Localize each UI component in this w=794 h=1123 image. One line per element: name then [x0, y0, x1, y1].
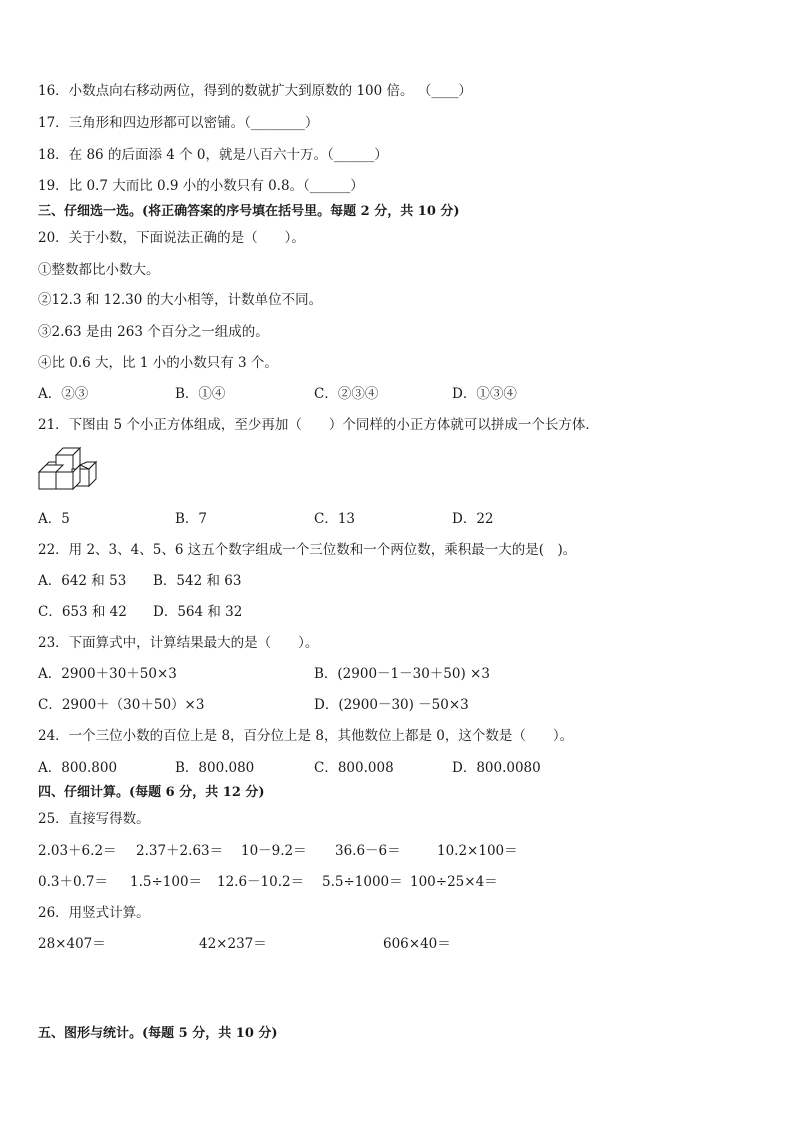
question-23-option-c: C．2900＋（30＋50）×3: [38, 697, 205, 713]
cubes-figure: [36, 446, 100, 496]
calc-item: 2.37＋2.63＝: [136, 843, 224, 859]
question-23-stem: 23．下面算式中，计算结果最大的是（ ）。: [38, 635, 319, 651]
question-23-option-a: A．2900＋30＋50×3: [38, 666, 177, 682]
question-20-stem: 20．关于小数，下面说法正确的是（ ）。: [38, 230, 305, 246]
question-20-option-d: D．①③④: [452, 386, 517, 402]
question-24-stem: 24．一个三位小数的百位上是 8，百分位上是 8，其他数位上都是 0，这个数是（ ）。: [38, 728, 574, 744]
question-17: 17．三角形和四边形都可以密铺。（________）: [38, 115, 319, 131]
section-3-title: 三、仔细选一选。(将正确答案的序号填在括号里。每题 2 分，共 10 分): [38, 204, 460, 219]
question-22-option-b: B．542 和 63: [153, 573, 242, 589]
calc-item: 0.3＋0.7＝: [38, 874, 108, 890]
question-21-option-d: D．22: [452, 511, 494, 527]
calc-item: 10.2×100＝: [437, 843, 518, 859]
section-5-title: 五、图形与统计。(每题 5 分，共 10 分): [38, 1026, 278, 1041]
question-25-stem: 25．直接写得数。: [38, 811, 150, 827]
vertical-calc-item: 42×237＝: [199, 936, 267, 952]
question-20-statement-4: ④比 0.6 大，比 1 小的小数只有 3 个。: [38, 355, 278, 371]
question-20-option-b: B．①④: [175, 386, 226, 402]
vertical-calc-item: 28×407＝: [38, 936, 106, 952]
question-18: 18．在 86 的后面添 4 个 0，就是八百六十万。（______）: [38, 147, 388, 163]
question-24-option-c: C．800.008: [314, 760, 394, 776]
question-19: 19．比 0.7 大而比 0.9 小的小数只有 0.8。（______）: [38, 178, 364, 194]
question-22-option-c: C．653 和 42: [38, 604, 127, 620]
question-20-option-c: C．②③④: [314, 386, 379, 402]
question-16: 16．小数点向右移动两位，得到的数就扩大到原数的 100 倍。 （____）: [38, 83, 472, 99]
question-21-option-a: A．5: [38, 511, 70, 527]
calc-item: 36.6－6＝: [335, 843, 401, 859]
question-24-option-a: A．800.800: [38, 760, 118, 776]
question-23-option-b: B．(2900－1－30＋50) ×3: [314, 666, 490, 682]
calc-item: 100÷25×4＝: [410, 874, 498, 890]
calc-item: 2.03＋6.2＝: [38, 843, 117, 859]
question-26-stem: 26．用竖式计算。: [38, 905, 150, 921]
question-22-stem: 22．用 2、3、4、5、6 这五个数字组成一个三位数和一个两位数，乘积最一大的是( )。: [38, 542, 577, 558]
question-24-option-b: B．800.080: [175, 760, 255, 776]
question-23-option-d: D．(2900－30) －50×3: [314, 697, 469, 713]
calc-item: 5.5÷1000＝: [322, 874, 403, 890]
question-22-option-d: D．564 和 32: [153, 604, 243, 620]
calc-item: 10－9.2＝: [241, 843, 307, 859]
question-20-statement-1: ①整数都比小数大。: [38, 262, 160, 278]
question-21-stem: 21．下图由 5 个小正方体组成，至少再加（ ）个同样的小正方体就可以拼成一个长方体．: [38, 417, 599, 433]
question-21-option-b: B．7: [175, 511, 208, 527]
question-21-option-c: C．13: [314, 511, 356, 527]
calc-item: 1.5÷100＝: [130, 874, 203, 890]
question-24-option-d: D．800.0080: [452, 760, 541, 776]
question-20-statement-2: ②12.3 和 12.30 的大小相等，计数单位不同。: [38, 292, 323, 308]
vertical-calc-item: 606×40＝: [383, 936, 451, 952]
section-4-title: 四、仔细计算。(每题 6 分，共 12 分): [38, 785, 265, 800]
calc-item: 12.6－10.2＝: [217, 874, 305, 890]
question-20-option-a: A．②③: [38, 386, 89, 402]
question-22-option-a: A．642 和 53: [38, 573, 127, 589]
question-20-statement-3: ③2.63 是由 263 个百分之一组成的。: [38, 324, 269, 340]
